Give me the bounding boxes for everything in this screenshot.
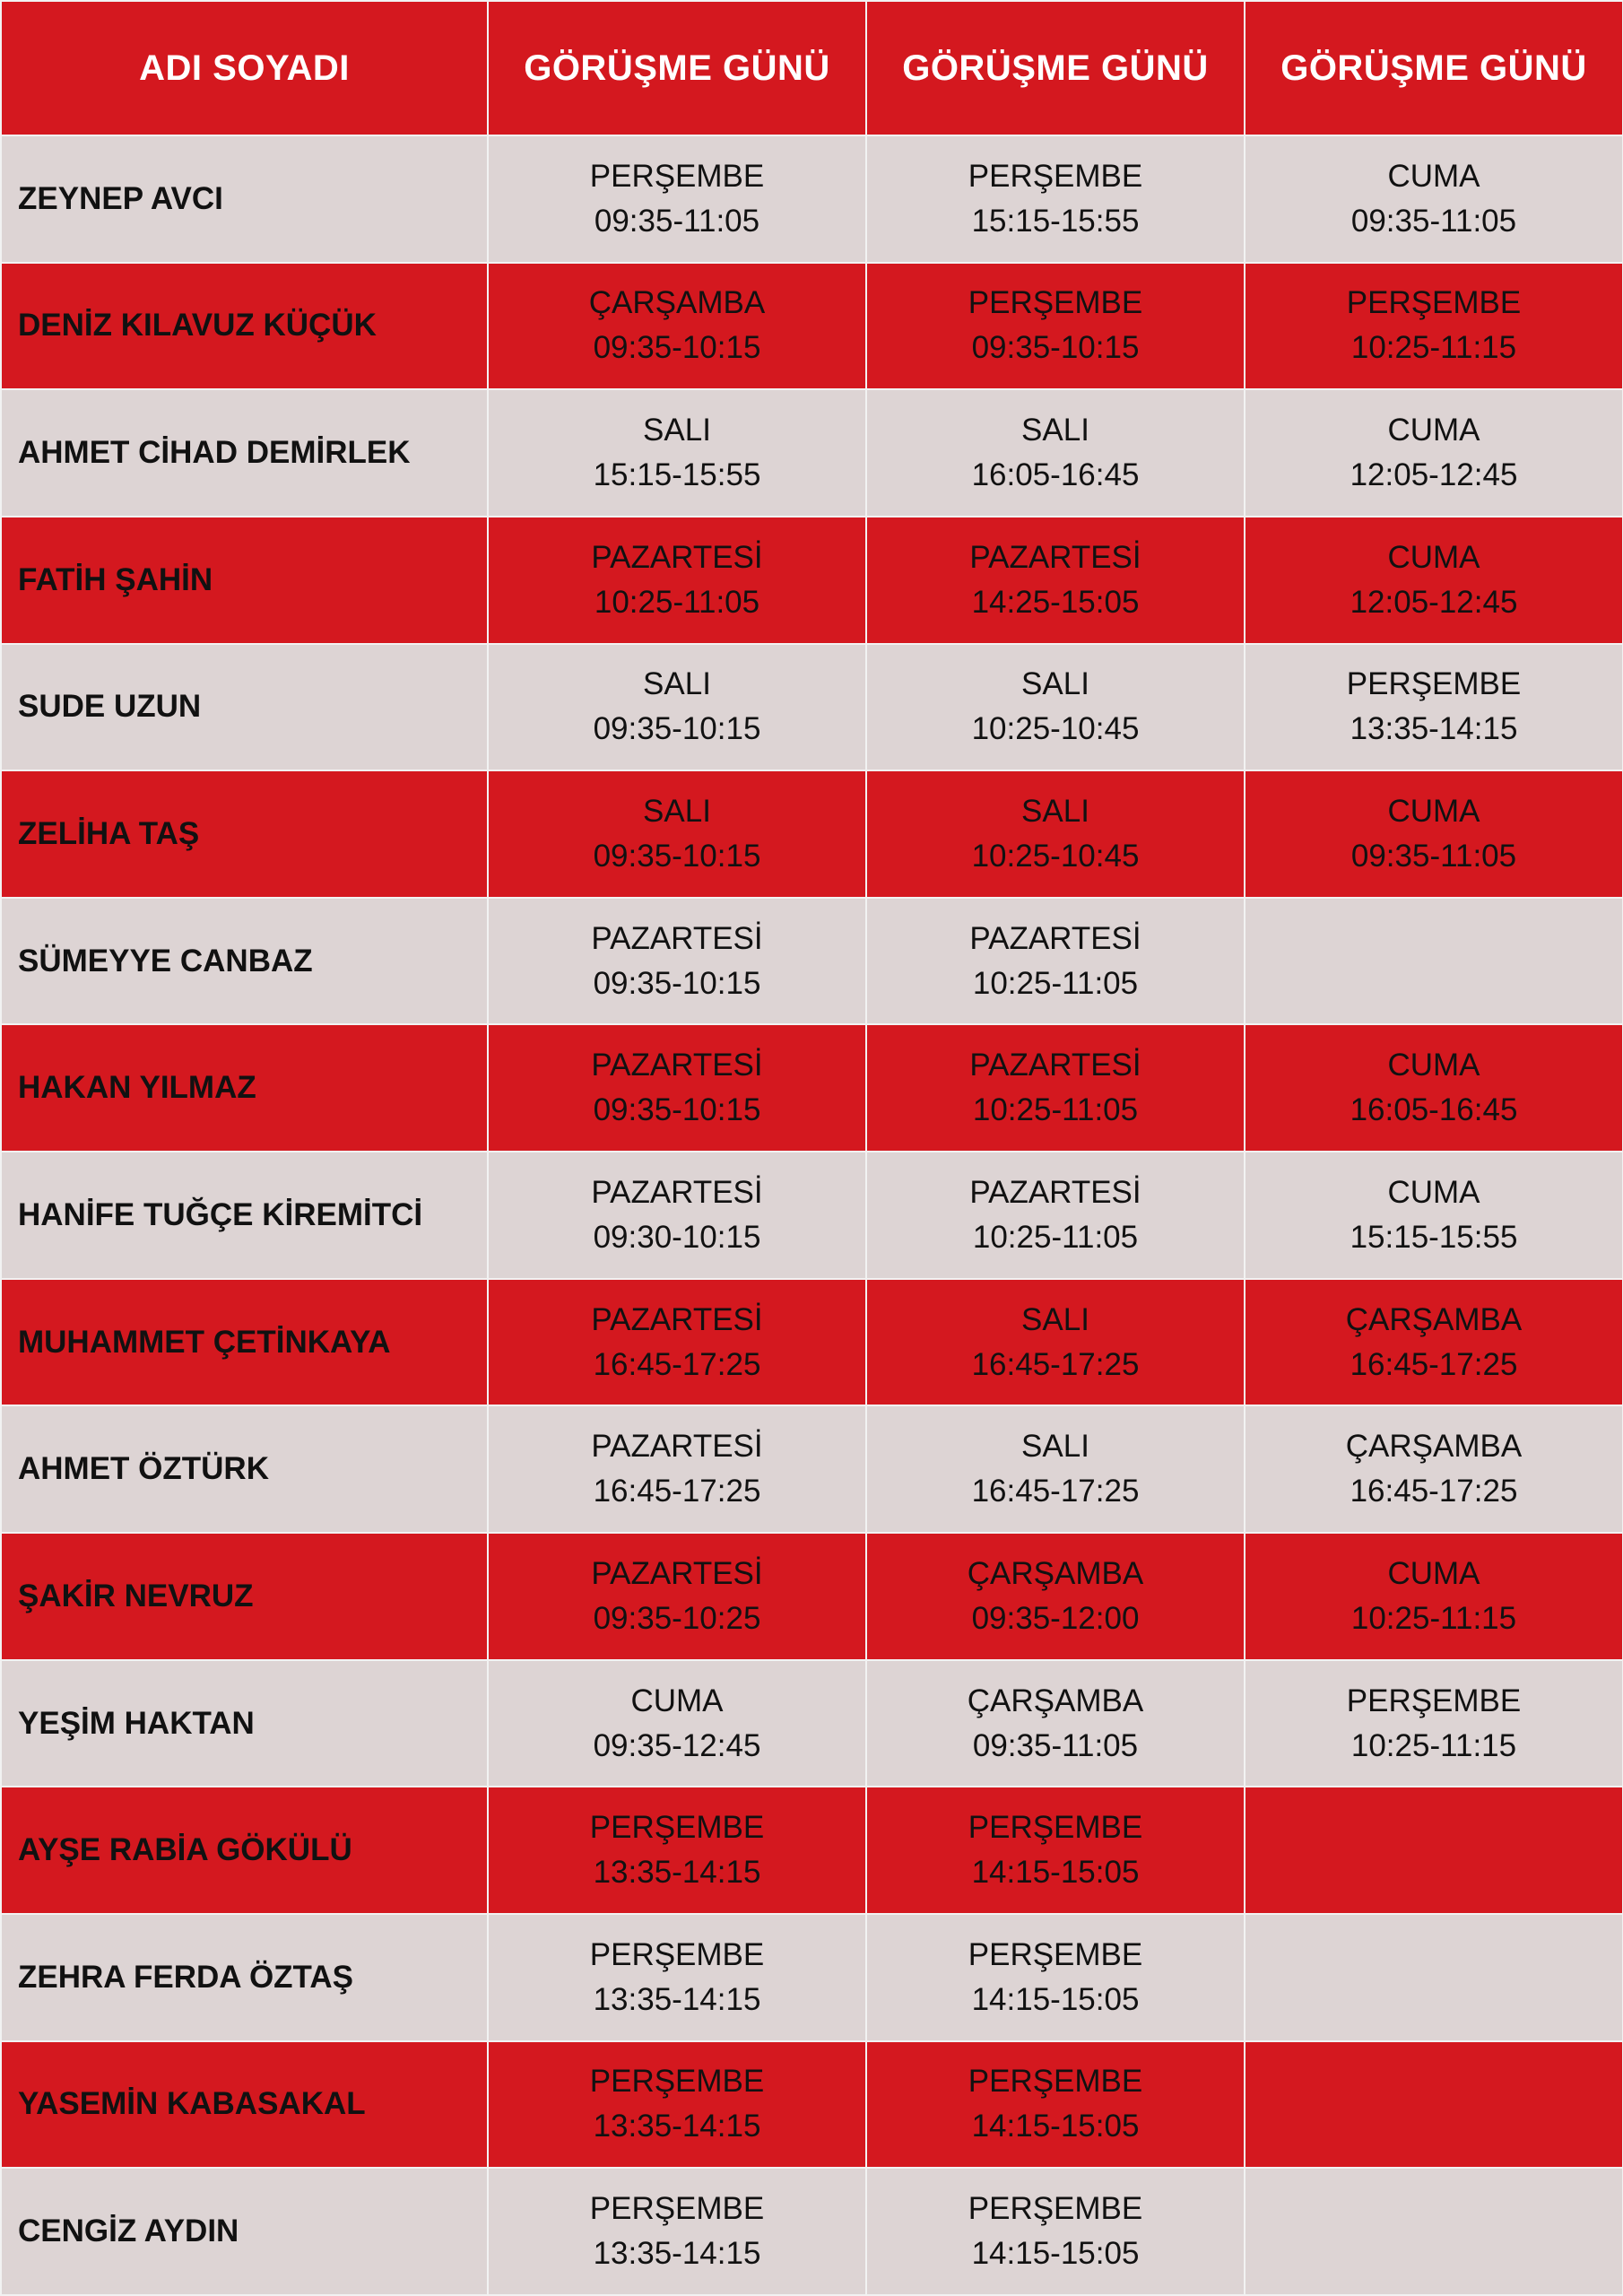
slot-day: PERŞEMBE (589, 158, 765, 194)
meeting-slot-3 (1245, 2041, 1623, 2169)
slot-day: SALI (1021, 1429, 1089, 1465)
slot-time: 15:15-15:55 (1350, 1219, 1518, 1255)
slot-day: PERŞEMBE (968, 158, 1143, 194)
slot-time: 15:15-15:55 (593, 457, 761, 493)
slot-time: 10:25-11:05 (972, 965, 1139, 1001)
meeting-slot-1 (488, 1152, 866, 1279)
slot-day: PERŞEMBE (1346, 285, 1522, 321)
meeting-slot-2 (866, 1405, 1245, 1533)
meeting-slot-2 (866, 1533, 1245, 1660)
table-row (1, 517, 1623, 644)
table-row (1, 1152, 1623, 1279)
meeting-slot-2 (866, 263, 1245, 390)
slot-day: CUMA (1387, 794, 1480, 830)
slot-day: PERŞEMBE (968, 1936, 1143, 1972)
slot-day: PERŞEMBE (589, 2064, 765, 2100)
table-row (1, 389, 1623, 517)
person-name: CENGİZ AYDIN (1, 2168, 488, 2295)
slot-day: PERŞEMBE (589, 1810, 765, 1846)
meeting-slot-3 (1245, 1660, 1623, 1787)
table-body (1, 135, 1623, 2295)
table-row (1, 2041, 1623, 2169)
table-row (1, 1787, 1623, 1914)
meeting-slot-3 (1245, 2168, 1623, 2295)
meeting-slot-1 (488, 898, 866, 1025)
slot-day: SALI (643, 666, 711, 702)
header-row (1, 1, 1623, 135)
person-name: DENİZ KILAVUZ KÜÇÜK (1, 263, 488, 390)
slot-time: 16:45-17:25 (971, 1474, 1140, 1509)
slot-day: SALI (1021, 666, 1089, 702)
table-row (1, 1405, 1623, 1533)
person-name: SUDE UZUN (1, 644, 488, 771)
slot-day: SALI (643, 413, 711, 448)
meeting-slot-1 (488, 1660, 866, 1787)
meeting-slot-3 (1245, 898, 1623, 1025)
slot-time: 16:45-17:25 (1350, 1346, 1518, 1382)
slot-day: CUMA (630, 1683, 724, 1718)
slot-time: 13:35-14:15 (1350, 711, 1518, 747)
meeting-slot-3 (1245, 1914, 1623, 2041)
slot-day: SALI (643, 794, 711, 830)
meeting-slot-3 (1245, 1787, 1623, 1914)
slot-day: PERŞEMBE (1346, 1683, 1522, 1718)
meeting-slot-1 (488, 263, 866, 390)
slot-day: PAZARTESİ (591, 1301, 763, 1337)
person-name: ŞAKİR NEVRUZ (1, 1533, 488, 1660)
slot-time: 10:25-10:45 (971, 839, 1140, 874)
slot-day: PERŞEMBE (968, 285, 1143, 321)
slot-time: 09:35-12:00 (971, 1600, 1140, 1636)
meeting-slot-2 (866, 1279, 1245, 1406)
slot-day: CUMA (1387, 1555, 1480, 1591)
table-row (1, 263, 1623, 390)
slot-day: SALI (1021, 413, 1089, 448)
slot-day: ÇARŞAMBA (1345, 1429, 1523, 1465)
slot-day: PERŞEMBE (589, 2191, 765, 2227)
slot-time: 10:25-11:15 (1350, 1600, 1517, 1636)
slot-time: 09:35-10:15 (593, 1092, 761, 1128)
header-day-2: GÖRÜŞME GÜNÜ (866, 1, 1245, 135)
meeting-slot-3 (1245, 1024, 1623, 1152)
person-name: ZELİHA TAŞ (1, 770, 488, 898)
slot-day: CUMA (1387, 539, 1480, 575)
slot-time: 14:15-15:05 (971, 2109, 1140, 2144)
meeting-slot-1 (488, 1914, 866, 2041)
meeting-slot-1 (488, 389, 866, 517)
person-name: ZEYNEP AVCI (1, 135, 488, 263)
person-name: AHMET ÖZTÜRK (1, 1405, 488, 1533)
slot-time: 10:25-11:15 (1350, 330, 1517, 366)
slot-time: 09:35-10:15 (971, 330, 1140, 366)
slot-time: 16:45-17:25 (971, 1346, 1140, 1382)
meeting-slot-2 (866, 1152, 1245, 1279)
meeting-slot-3 (1245, 517, 1623, 644)
slot-day: PAZARTESİ (591, 920, 763, 956)
header-name: ADI SOYADI (1, 1, 488, 135)
meeting-slot-2 (866, 1024, 1245, 1152)
meeting-slot-3 (1245, 263, 1623, 390)
slot-time: 14:15-15:05 (971, 1855, 1140, 1891)
slot-day: PAZARTESİ (969, 1174, 1141, 1210)
slot-day: PERŞEMBE (968, 2064, 1143, 2100)
slot-day: PERŞEMBE (1346, 666, 1522, 702)
meeting-slot-1 (488, 1024, 866, 1152)
person-name: AYŞE RABİA GÖKÜLÜ (1, 1787, 488, 1914)
meeting-slot-2 (866, 389, 1245, 517)
slot-day: PAZARTESİ (591, 539, 763, 575)
meeting-slot-1 (488, 1279, 866, 1406)
meeting-slot-3 (1245, 1405, 1623, 1533)
slot-time: 16:45-17:25 (593, 1474, 761, 1509)
person-name: AHMET CİHAD DEMİRLEK (1, 389, 488, 517)
meeting-slot-3 (1245, 1152, 1623, 1279)
table-row (1, 1024, 1623, 1152)
person-name: SÜMEYYE CANBAZ (1, 898, 488, 1025)
slot-time: 09:35-10:25 (593, 1600, 761, 1636)
table-row (1, 1279, 1623, 1406)
meeting-slot-2 (866, 1660, 1245, 1787)
slot-time: 16:05-16:45 (1350, 1092, 1518, 1128)
meeting-slot-1 (488, 1787, 866, 1914)
slot-day: SALI (1021, 1301, 1089, 1337)
slot-time: 10:25-11:05 (972, 1092, 1139, 1128)
meeting-slot-2 (866, 2168, 1245, 2295)
table-row (1, 898, 1623, 1025)
person-name: YASEMİN KABASAKAL (1, 2041, 488, 2169)
meeting-slot-2 (866, 517, 1245, 644)
slot-day: CUMA (1387, 158, 1480, 194)
person-name: YEŞİM HAKTAN (1, 1660, 488, 1787)
slot-time: 15:15-15:55 (971, 203, 1140, 239)
meeting-slot-1 (488, 770, 866, 898)
table-row (1, 1660, 1623, 1787)
slot-time: 12:05-12:45 (1350, 584, 1518, 620)
slot-day: CUMA (1387, 1048, 1480, 1083)
slot-time: 09:30-10:15 (593, 1219, 761, 1255)
slot-time: 13:35-14:15 (593, 2236, 761, 2272)
person-name: HANİFE TUĞÇE KİREMİTCİ (1, 1152, 488, 1279)
slot-day: PAZARTESİ (591, 1555, 763, 1591)
slot-day: ÇARŞAMBA (588, 285, 766, 321)
slot-day: PAZARTESİ (591, 1048, 763, 1083)
header-day-1: GÖRÜŞME GÜNÜ (488, 1, 866, 135)
slot-day: PERŞEMBE (589, 1936, 765, 1972)
table-row (1, 1914, 1623, 2041)
slot-time: 10:25-11:05 (594, 584, 760, 620)
meeting-slot-1 (488, 2041, 866, 2169)
slot-time: 13:35-14:15 (593, 2109, 761, 2144)
slot-time: 14:25-15:05 (971, 584, 1140, 620)
meeting-slot-2 (866, 1914, 1245, 2041)
table-row (1, 135, 1623, 263)
table-row (1, 2168, 1623, 2295)
slot-time: 13:35-14:15 (593, 1855, 761, 1891)
meeting-slot-2 (866, 644, 1245, 771)
slot-day: CUMA (1387, 413, 1480, 448)
person-name: HAKAN YILMAZ (1, 1024, 488, 1152)
slot-time: 14:15-15:05 (971, 1981, 1140, 2017)
slot-time: 10:25-10:45 (971, 711, 1140, 747)
slot-time: 12:05-12:45 (1350, 457, 1518, 493)
person-name: ZEHRA FERDA ÖZTAŞ (1, 1914, 488, 2041)
meeting-slot-1 (488, 1533, 866, 1660)
slot-day: ÇARŞAMBA (967, 1683, 1144, 1718)
slot-day: PAZARTESİ (591, 1429, 763, 1465)
meeting-slot-3 (1245, 770, 1623, 898)
table-row (1, 644, 1623, 771)
slot-time: 09:35-11:05 (594, 203, 760, 239)
meeting-slot-1 (488, 644, 866, 771)
meeting-slot-1 (488, 517, 866, 644)
meeting-slot-3 (1245, 1279, 1623, 1406)
slot-time: 09:35-10:15 (593, 839, 761, 874)
table-header (1, 1, 1623, 135)
slot-day: PAZARTESİ (969, 920, 1141, 956)
header-day-3: GÖRÜŞME GÜNÜ (1245, 1, 1623, 135)
meeting-slot-2 (866, 2041, 1245, 2169)
meeting-slot-1 (488, 135, 866, 263)
person-name: FATİH ŞAHİN (1, 517, 488, 644)
slot-time: 16:05-16:45 (971, 457, 1140, 493)
slot-time: 10:25-11:15 (1350, 1727, 1517, 1763)
slot-time: 09:35-11:05 (1350, 839, 1517, 874)
slot-day: SALI (1021, 794, 1089, 830)
meeting-slot-2 (866, 770, 1245, 898)
meeting-slot-2 (866, 135, 1245, 263)
slot-day: PERŞEMBE (968, 1810, 1143, 1846)
slot-day: ÇARŞAMBA (1345, 1301, 1523, 1337)
meeting-slot-2 (866, 1787, 1245, 1914)
meeting-slot-3 (1245, 1533, 1623, 1660)
slot-time: 16:45-17:25 (1350, 1474, 1518, 1509)
meeting-slot-1 (488, 2168, 866, 2295)
meeting-slot-1 (488, 1405, 866, 1533)
slot-time: 09:35-10:15 (593, 330, 761, 366)
meeting-slot-3 (1245, 644, 1623, 771)
slot-time: 09:35-11:05 (972, 1727, 1139, 1763)
meeting-slot-3 (1245, 135, 1623, 263)
slot-day: PAZARTESİ (591, 1174, 763, 1210)
slot-day: ÇARŞAMBA (967, 1555, 1144, 1591)
slot-time: 09:35-12:45 (593, 1727, 761, 1763)
table-row (1, 770, 1623, 898)
slot-time: 09:35-10:15 (593, 711, 761, 747)
person-name: MUHAMMET ÇETİNKAYA (1, 1279, 488, 1406)
slot-time: 09:35-10:15 (593, 965, 761, 1001)
slot-time: 16:45-17:25 (593, 1346, 761, 1382)
slot-day: PERŞEMBE (968, 2191, 1143, 2227)
slot-time: 10:25-11:05 (972, 1219, 1139, 1255)
slot-day: CUMA (1387, 1174, 1480, 1210)
slot-day: PAZARTESİ (969, 539, 1141, 575)
meeting-slot-3 (1245, 389, 1623, 517)
slot-time: 09:35-11:05 (1350, 203, 1517, 239)
slot-time: 13:35-14:15 (593, 1981, 761, 2017)
meeting-slot-2 (866, 898, 1245, 1025)
slot-day: PAZARTESİ (969, 1048, 1141, 1083)
slot-time: 14:15-15:05 (971, 2236, 1140, 2272)
table-row (1, 1533, 1623, 1660)
